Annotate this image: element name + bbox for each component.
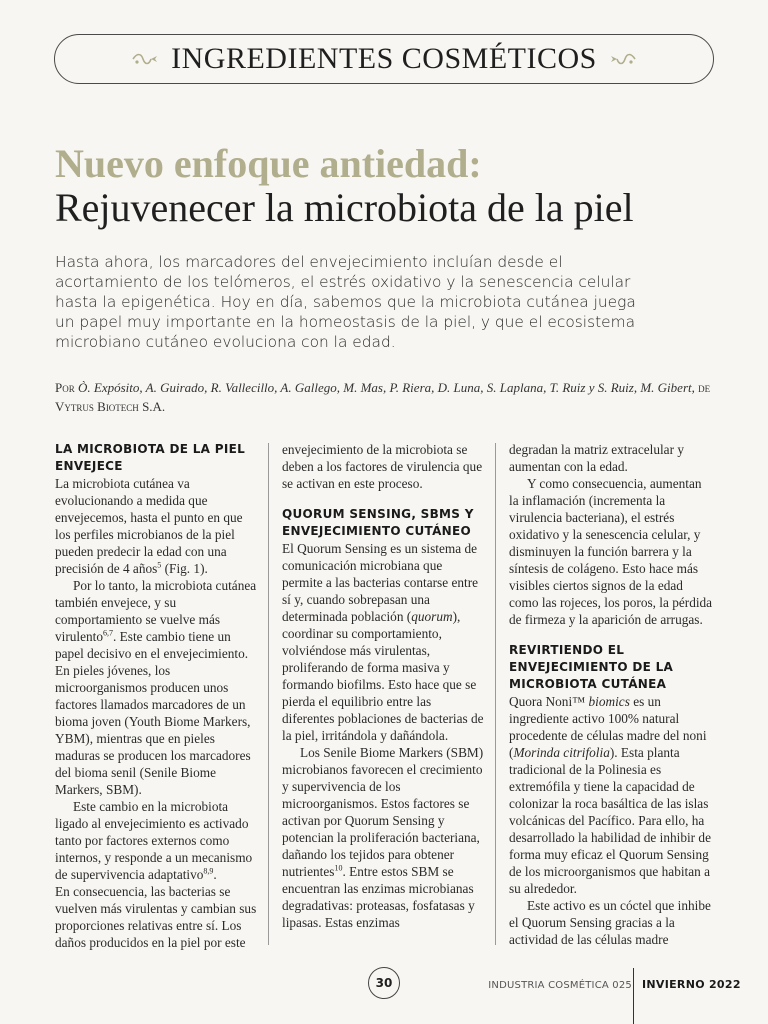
issue-label: INVIERNO 2022 (642, 978, 741, 991)
byline-company: Vytrus Biotech (55, 399, 139, 414)
paragraph: El Quorum Sensing es un sistema de comunicación microbiana que permite a las bacterias contarse entre sí y, cuando sobrepasan una determinada población (quorum), coordinar su comportamiento, volviéndose más virulentas, proliferando de forma masiva y formando biofilms. Esto hace que se pierda el equilibrio entre las diferentes poblaciones de bacterias de la piel, irritándola y dañándola. (282, 541, 484, 743)
paragraph: Y como consecuencia, aumentan la inflamación (incrementa la virulencia bacteriana), el estrés oxidativo y la senescencia celular, y disminuyen la función barrera y la síntesis de colágeno. Esto hace más visibles ciertos signos de la edad como las rojeces, los poros, la pérdida de firmeza y la aparición de arrugas. (509, 476, 713, 627)
magazine-name: INDUSTRIA COSMÉTICA 025 (488, 980, 632, 991)
footer-divider (633, 968, 634, 1024)
article-headline (55, 142, 735, 230)
paragraph: Quora Noni™ biomics es un ingrediente activo 100% natural procedente de células madre del noni (Morinda citrifolia). Esta planta tradicional de la Polinesia es extremófila y tiene la capacidad de colonizar la roca basáltica de las islas volcánicas del Pacífico. Para ello, ha desarrollado la habilidad de inhibir de forma muy eficaz el Quorum Sensing de los microorganismos que habitan a su alrededor. (509, 694, 711, 896)
paragraph: La microbiota cutánea va evolucionando a medida que envejecemos, hasta el punto en que los perfiles microbianos de la piel pueden predecir la edad con una precisión de 4 años$^5$ (Fig. 1). (55, 476, 243, 576)
paragraph: En consecuencia, las bacterias se vuelven más virulentas y cambian sus proporciones relativas entre sí. Los daños producidos en la piel por este (55, 884, 257, 950)
article-byline (55, 378, 715, 416)
section-title: INGREDIENTES COSMÉTICOS (171, 42, 597, 75)
article-lead: Hasta ahora, los marcadores del envejecimiento incluían desde el acortamiento de los telómeros, el estrés oxidativo y la senescencia celular hasta la epigenética. Hoy en día, sabemos que la microbiota cutánea juega un papel muy importante en la homeostasis de la piel, y que el ecosistema microbiano cutáneo evoluciona con la edad. (55, 253, 636, 351)
section-heading: REVIRTIENDO EL ENVEJECIMIENTO DE LA MICROBIOTA CUTÁNEA (509, 643, 674, 691)
column-divider (495, 443, 496, 945)
byline-de: de (698, 380, 711, 395)
ornament-right-icon (609, 51, 637, 67)
paragraph: Los Senile Biome Markers (SBM) microbianos favorecen el crecimiento y supervivencia de los microorganismos. Estos factores se activan por Quorum Sensing y potencian la proliferación bacteriana, dañando los tejidos para obtener nutrientes$^{10}$. Entre estos SBM se encuentran las enzimas microbianas degradativas: proteasas, fosfatasas y lipasas. Estas enzimas (282, 745, 484, 930)
paragraph: Por lo tanto, la microbiota cutánea también envejece, y su comportamiento se vuelve más virulento$^{6,7}$. Este cambio tiene un papel decisivo en el envejecimiento. En pieles jóvenes, los microorganismos producen unos factores llamados marcadores de un bioma joven (Youth Biome Markers, YBM), mientras que en pieles maduras se producen los marcadores del bioma senil (Senile Biome Markers, SBM). (55, 578, 257, 797)
paragraph: degradan la matriz extracelular y aumentan con la edad. (509, 442, 684, 474)
column-1 (55, 441, 259, 951)
column-3 (509, 441, 713, 948)
byline-suffix: S.A. (142, 399, 166, 414)
section-banner (54, 34, 714, 84)
column-2 (282, 441, 486, 931)
column-divider (268, 443, 269, 945)
paragraph: envejecimiento de la microbiota se deben a los factores de virulencia que se activan en este proceso. (282, 442, 483, 491)
section-heading: QUORUM SENSING, SBMS Y ENVEJECIMIENTO CUTÁNEO (282, 507, 474, 538)
ornament-left-icon (131, 51, 159, 67)
byline-por: Por (55, 380, 75, 395)
paragraph: Este activo es un cóctel que inhibe el Quorum Sensing gracias a la actividad de las células madre (509, 898, 711, 947)
section-heading: LA MICROBIOTA DE LA PIEL ENVEJECE (55, 442, 246, 473)
page-number: 30 (368, 967, 400, 999)
byline-authors: Ò. Expósito, A. Guirado, R. Vallecillo, A. Gallego, M. Mas, P. Riera, D. Luna, S. Laplana, T. Ruiz y S. Ruiz, M. Gibert, (77, 380, 695, 395)
headline-line-1: Nuevo enfoque antiedad: (55, 141, 482, 186)
paragraph: Este cambio en la microbiota ligado al envejecimiento es activado tanto por factores externos como internos, y responde a un mecanismo de supervivencia adaptativo$^{8,9}$. (55, 799, 253, 882)
headline-line-2: Rejuvenecer la microbiota de la piel (55, 185, 634, 230)
